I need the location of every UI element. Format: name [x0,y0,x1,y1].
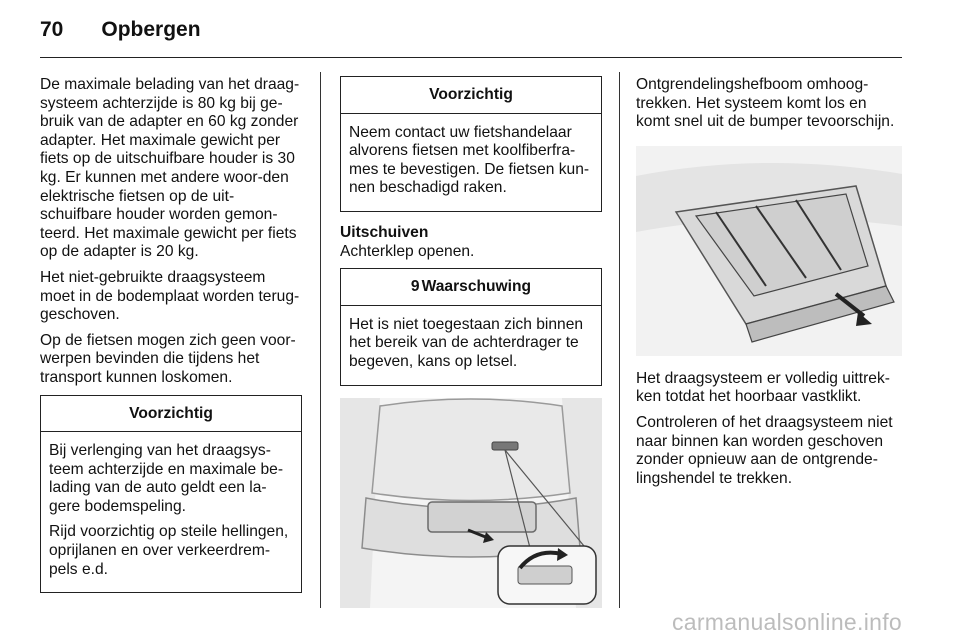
subheading-extend: Uitschuiven [340,223,429,241]
instruction-open-tailgate: Achterklep openen. [340,242,475,260]
caution-box-ground-clearance [40,395,302,594]
watermark: carmanualsonline.info [671,609,902,635]
caution-title: Voorzichtig [41,396,301,433]
illustration-tailgate-release [340,398,602,608]
warning-text: Het is niet toegestaan zich binnen het bereik van de achterdrager te begeven, kans op letsel. [349,315,584,370]
paragraph-check-locked: Controleren of het draagsysteem niet naar binnen kan worden geschoven zonder opnieuw aan de ontgrende-lingshendel te trekken. [636,413,893,487]
caution-box-carbon-frames [340,76,602,212]
page-header [40,18,201,42]
section-title: Opbergen [101,18,201,41]
paragraph-load-limits: De maximale belading van het draag-systeem achterzijde is 80 kg bij ge-bruik van de adapter en 60 kg zonder adapter. Het maximale gewicht per fiets op de uitschuifbare houder is 30 kg. Er kunnen met andere woor-den elektrische fietsen op de uit-schuifbare houder worden gemon-teerd. Het maximale gewicht per fiets op de adapter is 20 kg. [40,76,300,261]
warning-title-row [341,269,601,306]
caution-text-1: Bij verlenging van het draagsys-teem achterzijde en maximale be-lading van de auto geldt een la-gere bodemspeling. [49,442,284,515]
warning-body [341,306,601,385]
warning-title: Waarschuwing [421,278,532,296]
column-2 [340,76,602,608]
caution-text: Neem contact uw fietshandelaar alvorens fietsen met koolfiberfra-mes te bevestigen. De fietsen kun-nen beschadigd raken. [349,123,590,197]
caution-title: Voorzichtig [341,77,601,114]
column-divider-1 [320,72,321,608]
paragraph-pull-out-fully: Het draagsysteem er volledig uittrek-ken totdat het hoorbaar vastklikt. [636,369,890,406]
column-3 [636,76,902,495]
caution-body [41,432,301,592]
caution-text-2: Rijd voorzichtig op steile hellingen, oprijlanen en over verkeerdrem-pels e.d. [49,523,289,578]
warning-triangle-icon: 9 [410,278,420,296]
column-1 [40,76,302,593]
column-divider-2 [619,72,620,608]
header-rule [40,57,902,58]
caution-body [341,114,601,211]
paragraph-retract: Het niet-gebruikte draagsysteem moet in de bodemplaat worden terug-geschoven. [40,268,300,324]
paragraph-loose-items: Op de fietsen mogen zich geen voor-werpen bevinden die tijdens het transport kunnen loskomen. [40,331,296,386]
illustration-carrier-extended [636,146,902,356]
paragraph-pull-lever: Ontgrendelingshefboom omhoog-trekken. Het systeem komt los en komt snel uit de bumper tevoorschijn. [636,76,895,131]
page-number: 70 [40,18,64,41]
warning-box [340,268,602,385]
